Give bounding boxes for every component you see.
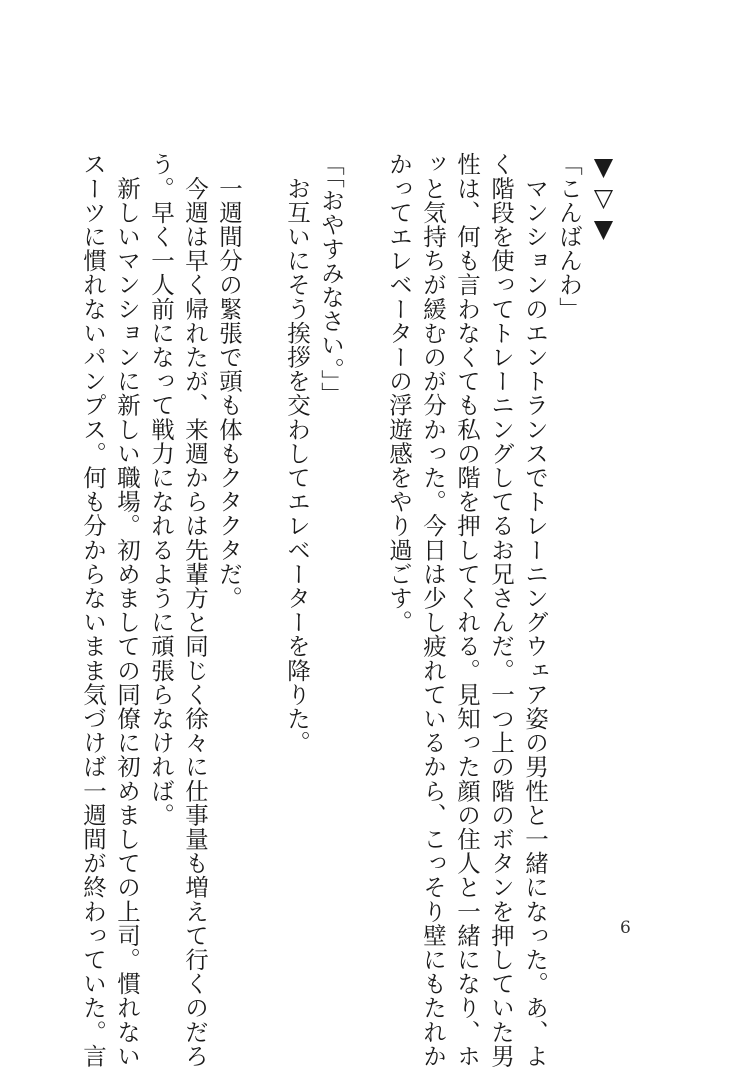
text-line: スーツに慣れないパンプス。何も分からないまま気づけば一週間が終わっていた。言 — [79, 152, 107, 1068]
text-line: う。早く一人前になって戦力になれるように頑張らなければ。 — [147, 152, 175, 827]
text-line: 今週は早く帰れたが、来週からは先輩方と同じく徐々に仕事量も増えて行くのだろ — [181, 152, 209, 1068]
section-break-marks: ▼▽▼ — [589, 152, 618, 245]
text-line: ッと気持ちが緩むのが分かった。今日は少し疲れているから、こっそり壁にもたれか — [419, 152, 447, 1068]
page-number: 6 — [620, 918, 631, 938]
text-line: 「「おやすみなさい。」」 — [317, 152, 345, 406]
text-line: く階段を使ってトレーニングしてるお兄さんだ。一つ上の階のボタンを押していた男 — [487, 152, 515, 1068]
blank-line — [246, 152, 280, 892]
text-line: 性は、何も言わなくても私の階を押してくれる。見知った顔の住人と一緒になり、ホ — [453, 152, 481, 1068]
text-line: 「こんばんわ」 — [555, 152, 583, 321]
blank-line — [348, 152, 382, 892]
vertical-text-body — [76, 152, 620, 1068]
text-line: マンションのエントランスでトレーニングウェア姿の男性と一緒になった。あ、よ — [521, 152, 549, 1068]
text-line: かってエレベーターの浮遊感をやり過ごす。 — [385, 152, 413, 634]
text-line: 一週間分の緊張で頭も体もクタクタだ。 — [215, 152, 243, 610]
text-line: お互いにそう挨拶を交わしてエレベーターを降りた。 — [283, 152, 311, 755]
text-line: 新しいマンションに新しい職場。初めましての同僚に初めましての上司。慣れない — [113, 152, 141, 1068]
